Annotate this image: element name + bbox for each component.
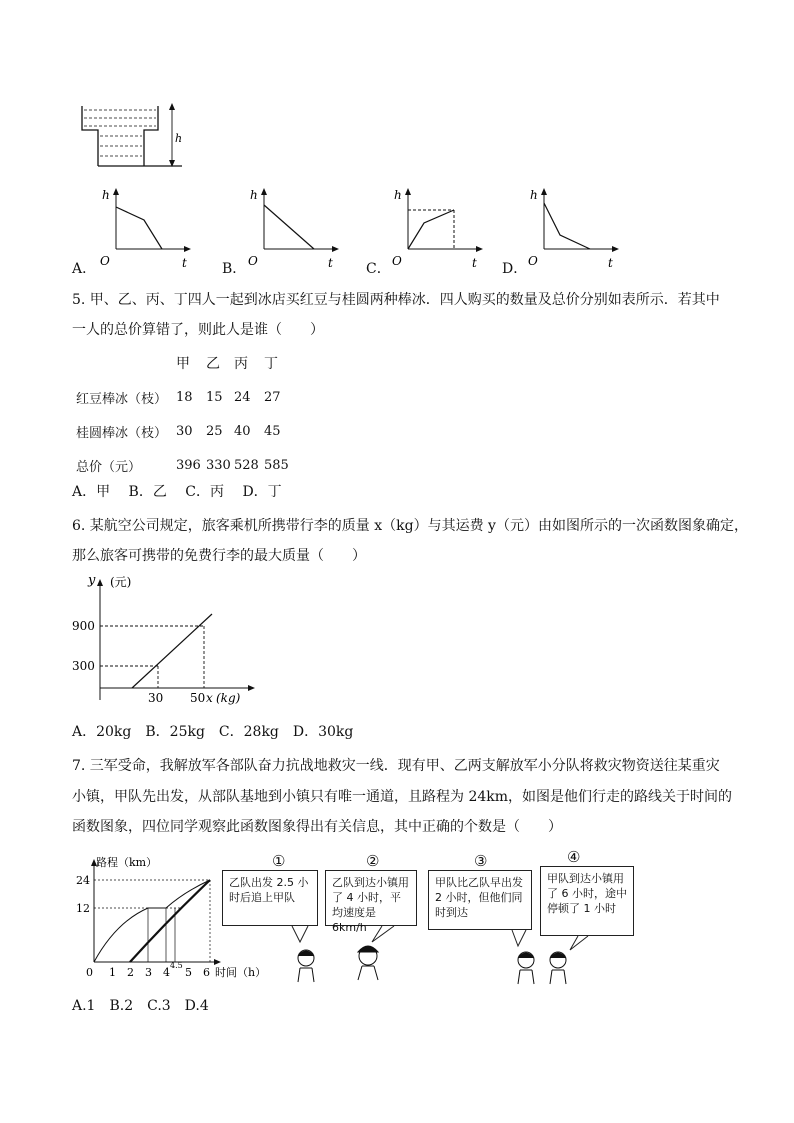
- q4-c-origin: O: [392, 254, 402, 268]
- q5-question-line1: 5. 甲、乙、丙、丁四人一起到冰店买红豆与桂圆两种棒冰．四人购买的数量及总价分别如表所示．若其中: [72, 292, 720, 308]
- q5-header-ding: 丁: [264, 356, 278, 372]
- q7-bubble-1: 乙队出发 2.5 小时后追上甲队: [222, 870, 318, 926]
- table-cell: 25: [206, 423, 223, 439]
- q4-b-origin: O: [248, 254, 258, 268]
- q4-a-x-label: t: [182, 256, 187, 270]
- table-cell: 528: [234, 457, 259, 473]
- q5-options: A．甲 B．乙 C．丙 D．丁: [72, 484, 282, 500]
- q4-d-y-label: h: [530, 188, 538, 202]
- q6-x-unit: (kg): [216, 691, 241, 705]
- student-3-icon: [518, 952, 534, 984]
- student-4-icon: [550, 952, 566, 984]
- q7-bubble-3-number: ③: [474, 852, 488, 870]
- table-row: [76, 380, 294, 414]
- q4-c-x-label: t: [472, 256, 477, 270]
- table-cell: 27: [264, 389, 281, 405]
- q4-b-y-label: h: [250, 188, 258, 202]
- q4-graph-d: [520, 185, 630, 275]
- q5-header-yi: 乙: [206, 356, 220, 372]
- q7-bubble-3: 甲队比乙队早出发 2 小时，但他们同时到达: [428, 870, 532, 930]
- q4-option-a-letter: A．: [72, 261, 97, 277]
- q7-xtick-4: 4: [163, 966, 170, 979]
- q6-y-label: y: [88, 573, 96, 588]
- q7-bubble-2: 乙队到达小镇用了 4 小时，平均速度是 6km/h: [325, 870, 417, 926]
- q6-y-unit: (元): [110, 575, 132, 589]
- q6-ytick-300: 300: [72, 659, 95, 673]
- student-2-icon: [358, 946, 378, 980]
- q4-option-c-letter: C．: [366, 261, 391, 277]
- table-cell: 585: [264, 457, 289, 473]
- q4-option-d-letter: D．: [502, 261, 528, 277]
- q5-row-label: 红豆棒冰（枝）: [76, 391, 168, 407]
- q7-options: A.1 B.2 C.3 D.4: [72, 998, 209, 1014]
- q7-xtick-1: 1: [109, 966, 116, 979]
- q7-bubble-1-number: ①: [272, 852, 286, 870]
- q4-h-label: h: [175, 132, 183, 145]
- q4-graph-a: [92, 185, 202, 275]
- q5-header-bing: 丙: [234, 356, 248, 372]
- table-cell: 24: [234, 389, 251, 405]
- q7-student-figures: [222, 920, 642, 990]
- q7-ytick-12: 12: [76, 902, 90, 915]
- student-1-icon: [298, 950, 314, 982]
- q4-option-b-letter: B．: [222, 261, 247, 277]
- table-cell: 18: [176, 389, 193, 405]
- q7-xtick-4-5: 4.5: [170, 961, 183, 970]
- q4-a-y-label: h: [102, 188, 110, 202]
- table-cell: 396: [176, 457, 201, 473]
- q4-container-figure: [78, 100, 188, 172]
- q4-d-x-label: t: [608, 256, 613, 270]
- q7-xtick-5: 5: [185, 966, 192, 979]
- q7-bubble-2-number: ②: [366, 852, 380, 870]
- q4-b-x-label: t: [328, 256, 333, 270]
- q4-graph-b: [240, 185, 350, 275]
- q4-a-origin: O: [100, 254, 110, 268]
- q7-bubble-4-number: ④: [567, 848, 581, 866]
- q5-question-line2: 一人的总价算错了，则此人是谁（ ）: [72, 322, 324, 338]
- q4-graph-c: [384, 185, 494, 275]
- table-cell: 330: [206, 457, 231, 473]
- q7-xtick-2: 2: [127, 966, 134, 979]
- table-row: [76, 448, 294, 482]
- table-cell: 30: [176, 423, 193, 439]
- q5-table-header-row: [76, 346, 294, 380]
- table-cell: 45: [264, 423, 281, 439]
- q6-question-line2: 那么旅客可携带的免费行李的最大质量（ ）: [72, 548, 366, 564]
- q6-options: A．20kg B．25kg C．28kg D．30kg: [72, 724, 354, 740]
- q6-question-line1: 6. 某航空公司规定，旅客乘机所携带行李的质量 x（kg）与其运费 y（元）由如图所示的一次函数图象确定，: [72, 518, 748, 534]
- q7-xtick-0: 0: [86, 966, 93, 979]
- q6-ytick-900: 900: [72, 619, 95, 633]
- q6-xtick-50: 50: [190, 691, 206, 705]
- q7-bubble-4: 甲队到达小镇用了 6 小时，途中停顿了 1 小时: [540, 866, 634, 936]
- q7-y-label: 路程（km）: [96, 856, 158, 869]
- q5-header-jia: 甲: [176, 356, 190, 372]
- table-cell: 40: [234, 423, 251, 439]
- table-cell: 15: [206, 389, 223, 405]
- q4-c-y-label: h: [394, 188, 402, 202]
- q5-row-label: 桂圆棒冰（枝）: [76, 425, 168, 441]
- table-row: [76, 414, 294, 448]
- q7-ytick-24: 24: [76, 874, 90, 887]
- q7-xtick-6: 6: [203, 966, 210, 979]
- q7-xtick-3: 3: [145, 966, 152, 979]
- q4-d-origin: O: [528, 254, 538, 268]
- q5-row-label: 总价（元）: [76, 459, 142, 475]
- q7-question-line3: 函数图象，四位同学观察此函数图象得出有关信息，其中正确的个数是（ ）: [72, 819, 562, 835]
- q7-question-line1: 7. 三军受命，我解放军各部队奋力抗战地救灾一线．现有甲、乙两支解放军小分队将救灾物资送往某重灾: [72, 758, 720, 774]
- q7-x-label: 时间（h）: [215, 966, 267, 979]
- q6-graph: [70, 568, 270, 713]
- q5-table: [76, 346, 294, 482]
- q6-xtick-30: 30: [148, 691, 164, 705]
- q6-x-label: x: [206, 691, 213, 705]
- q7-question-line2: 小镇，甲队先出发，从部队基地到小镇只有唯一通道，且路程为 24km，如图是他们行走的路线关于时间的: [72, 789, 733, 805]
